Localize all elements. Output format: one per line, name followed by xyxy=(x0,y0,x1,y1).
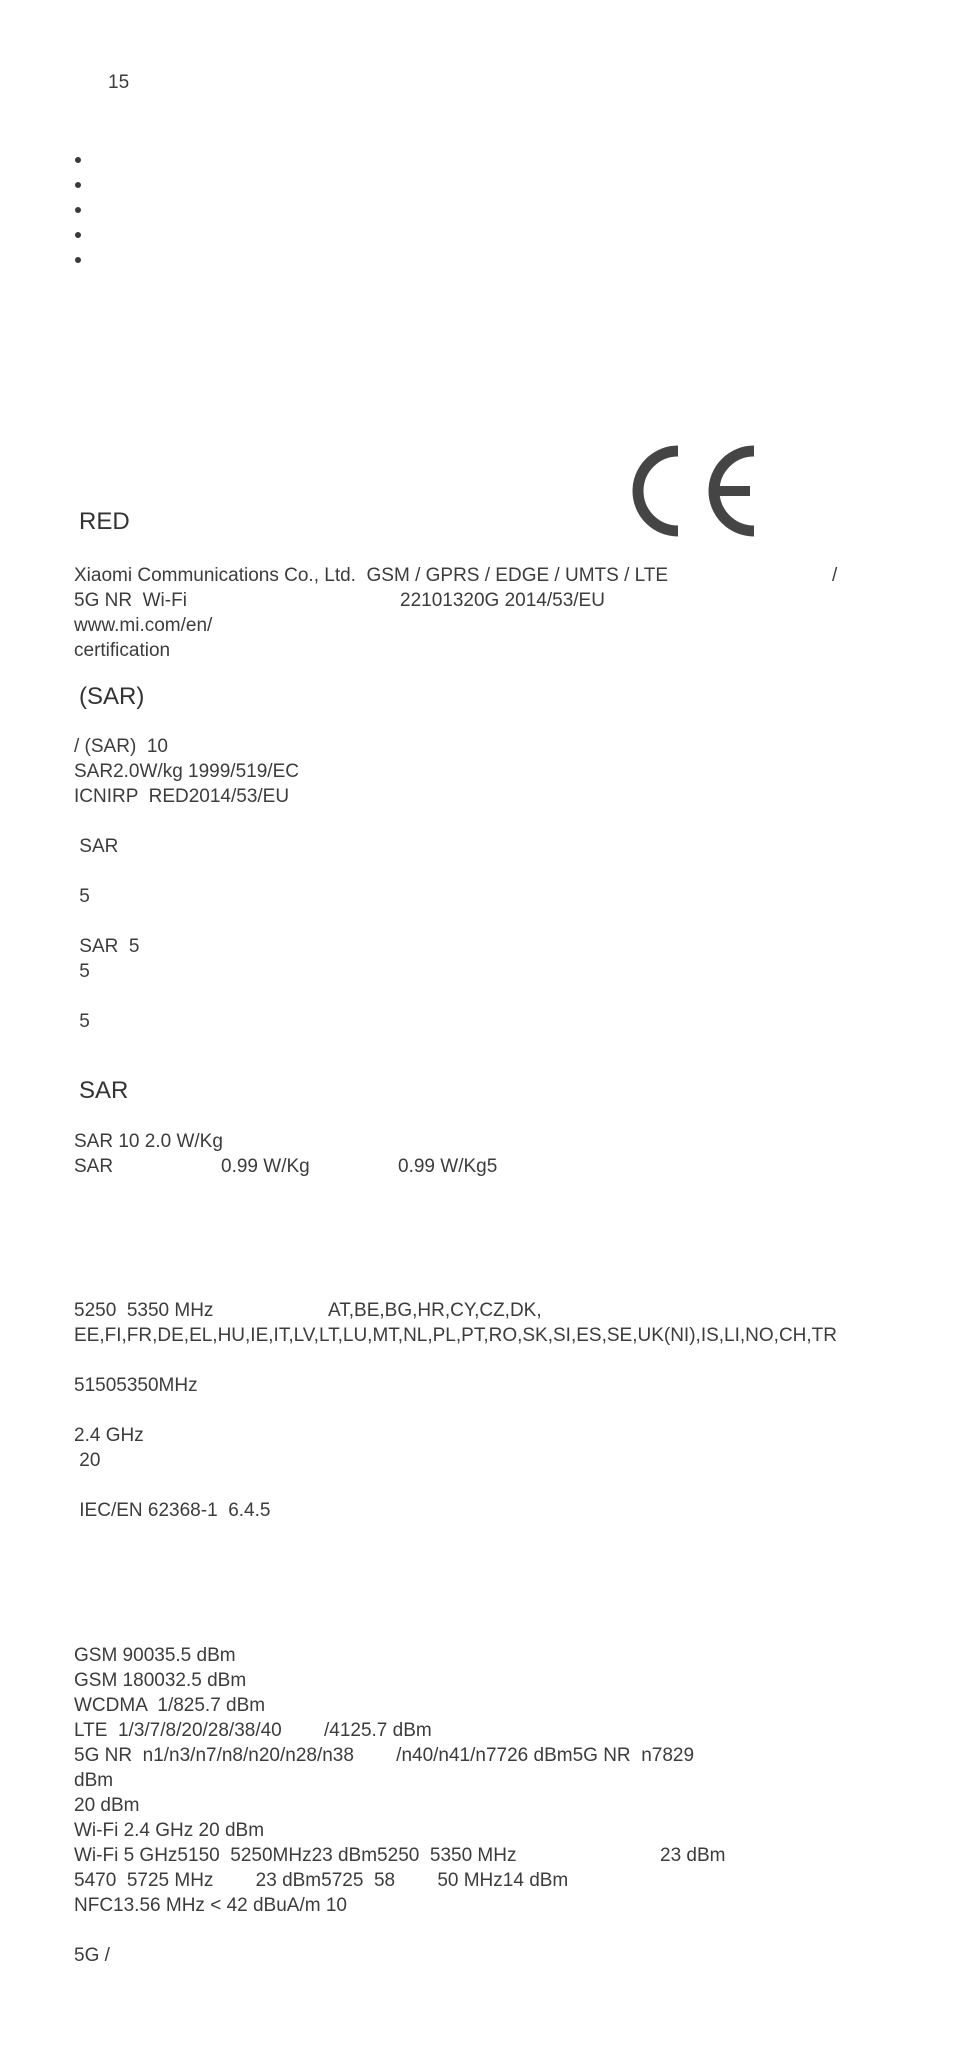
sar-values-head: 0.99 W/Kg xyxy=(221,1156,310,1177)
power-wifi5-extra: 23 dBm xyxy=(660,1845,726,1866)
bullet-marker xyxy=(75,257,81,263)
sar-line-3: ICNIRP RED2014/53/EU xyxy=(74,786,290,807)
red-line-4: certification xyxy=(74,640,171,661)
restriction-line-1b: AT,BE,BG,HR,CY,CZ,DK, xyxy=(328,1300,542,1321)
sar-line-2: SAR2.0W/kg 1999/519/EC xyxy=(74,761,299,782)
red-model-directive: 22101320G 2014/53/EU xyxy=(400,590,605,611)
restriction-line-1a: 5250 5350 MHz xyxy=(74,1300,214,1321)
red-line-3: www.mi.com/en/ xyxy=(74,615,213,636)
power-line-10: 5470 5725 MHz 23 dBm5725 58 50 MHz14 dBm xyxy=(74,1870,569,1891)
sar-note-2: 5 xyxy=(74,886,90,907)
bullet-marker xyxy=(75,157,81,163)
red-slash: / xyxy=(832,565,838,586)
red-line-2: 5G NR Wi-Fi xyxy=(74,590,187,611)
page-number: 15 xyxy=(108,72,130,93)
power-line-7: 20 dBm xyxy=(74,1795,140,1816)
power-line-1: GSM 90035.5 dBm xyxy=(74,1645,236,1666)
sar-values-heading: SAR xyxy=(79,1077,129,1104)
power-line-8: Wi-Fi 2.4 GHz 20 dBm xyxy=(74,1820,265,1841)
restriction-frequency: 51505350MHz xyxy=(74,1375,198,1396)
power-line-9: Wi-Fi 5 GHz5150 5250MHz23 dBm5250 5350 MHz xyxy=(74,1845,517,1866)
power-line-5: 5G NR n1/n3/n7/n8/n20/n28/n38 /n40/n41/n7726 dBm5G NR n7829 xyxy=(74,1745,695,1766)
power-line-3: WCDMA 1/825.7 dBm xyxy=(74,1695,266,1716)
power-line-11: NFC13.56 MHz < 42 dBuA/m 10 xyxy=(74,1895,347,1916)
red-line-1: Xiaomi Communications Co., Ltd. GSM / GPRS / EDGE / UMTS / LTE xyxy=(74,565,669,586)
sar-values-line-1: SAR 10 2.0 W/Kg xyxy=(74,1131,223,1152)
sar-heading: (SAR) xyxy=(79,683,145,710)
sar-line-1: / (SAR) 10 xyxy=(74,736,168,757)
power-line-6: dBm xyxy=(74,1770,114,1791)
sar-values-label: SAR xyxy=(74,1156,114,1177)
sar-note-1: SAR xyxy=(74,836,119,857)
power-line-4: LTE 1/3/7/8/20/28/38/40 /4125.7 dBm xyxy=(74,1720,432,1741)
bullet-marker xyxy=(75,207,81,213)
sar-note-4: 5 xyxy=(74,1011,90,1032)
restriction-24ghz: 2.4 GHz xyxy=(74,1425,144,1446)
restriction-countries: EE,FI,FR,DE,EL,HU,IE,IT,LV,LT,LU,MT,NL,PL,PT,RO,SK,SI,ES,SE,UK(NI),IS,LI,NO,CH,TR xyxy=(74,1325,837,1346)
sar-note-3: SAR 5 5 xyxy=(79,936,140,982)
power-footer: 5G / xyxy=(74,1945,110,1966)
restriction-20: 20 xyxy=(74,1450,101,1471)
bullet-marker xyxy=(75,182,81,188)
sar-values-body: 0.99 W/Kg5 xyxy=(398,1156,498,1177)
power-line-2: GSM 180032.5 dBm xyxy=(74,1670,247,1691)
bullet-marker xyxy=(75,232,81,238)
restriction-iec: IEC/EN 62368-1 6.4.5 xyxy=(74,1500,271,1521)
ce-mark-icon xyxy=(630,445,760,537)
red-heading: RED xyxy=(79,508,130,535)
